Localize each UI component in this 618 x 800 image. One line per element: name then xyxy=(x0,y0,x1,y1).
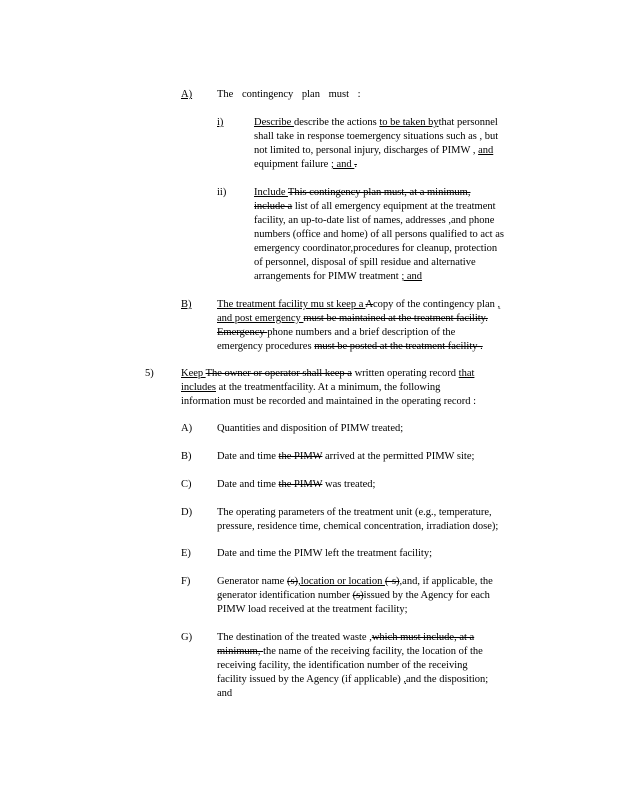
text: information must be recorded and maintained in the operating record : xyxy=(181,396,477,407)
text: Date and time xyxy=(217,479,279,490)
inserted-text: and post emergency xyxy=(217,313,304,324)
inserted-text: that xyxy=(458,368,475,379)
text: Quantities and disposition of PIMW treated; xyxy=(217,423,404,434)
inserted-text: includes xyxy=(181,382,216,393)
item-5g-label: G) xyxy=(181,632,193,643)
item-5g-line-5 xyxy=(217,687,232,701)
text: that personnel xyxy=(438,117,498,128)
text: of personnel, disposal of spill residue and alternative xyxy=(254,257,476,268)
text: describe the actions xyxy=(293,117,380,128)
deleted-text: (s) xyxy=(352,590,364,601)
deleted-text: A xyxy=(365,299,373,310)
inserted-text: Keep xyxy=(181,368,206,379)
item-5d-label: D) xyxy=(181,507,193,518)
text: not limited to, personal injury, discharges of PIMW , xyxy=(254,145,479,156)
section-b-line-2 xyxy=(217,312,488,326)
item-5g-line-2 xyxy=(217,645,483,659)
section-b-line-3 xyxy=(217,326,455,340)
text: Date and time xyxy=(217,451,279,462)
item-5a-label: A) xyxy=(181,423,193,434)
text: the name of the receiving facility, the location of the xyxy=(263,646,483,657)
inserted-text: Describe xyxy=(254,117,294,128)
deleted-text: must be maintained at the treatment facility. xyxy=(303,313,488,324)
item-a-ii-line-2 xyxy=(254,200,496,214)
item-a-i-line-2 xyxy=(254,130,498,144)
deleted-text: (s) xyxy=(286,576,299,587)
deleted-text: . xyxy=(354,159,357,170)
section-a-label: A) xyxy=(181,89,193,100)
text: pressure, residence time, chemical concentration, irradiation dose); xyxy=(217,521,499,532)
section-a-intro: The contingency plan must : xyxy=(217,89,361,100)
deleted-text: minimum, xyxy=(217,646,264,657)
inserted-text: ; and xyxy=(401,271,423,282)
deleted-text: Emergency xyxy=(217,327,268,338)
section-5-label: 5) xyxy=(145,368,154,379)
section-b-label: B) xyxy=(181,299,192,310)
item-5g-line-4 xyxy=(217,673,488,687)
text: emergency coordinator,procedures for cleanup, protection xyxy=(254,243,498,254)
item-5f-label: F) xyxy=(181,576,191,587)
text: numbers (office and home) of all persons qualified to act as xyxy=(254,229,504,240)
item-5c-label: C) xyxy=(181,479,192,490)
deleted-text: The owner or operator shall keep a xyxy=(205,368,352,379)
item-a-i-line-1 xyxy=(254,116,498,130)
inserted-text: ,location or location xyxy=(298,576,385,587)
item-5f-line-2 xyxy=(217,589,490,603)
text: list of all emergency equipment at the treatment xyxy=(292,201,496,212)
deleted-text: must be posted at the treatment facility . xyxy=(314,341,483,352)
text: was treated; xyxy=(322,479,376,490)
text: issued by the Agency for each xyxy=(363,590,490,601)
item-5g-line-3 xyxy=(217,659,468,673)
inserted-text: to be taken by xyxy=(379,117,439,128)
text: emergency procedures xyxy=(217,341,315,352)
item-a-ii-line-6 xyxy=(254,256,476,270)
text: facility, an up-to-date list of names, addresses ,and phone xyxy=(254,215,495,226)
inserted-text: and xyxy=(478,145,494,156)
inserted-text: The treatment facility mu st keep a xyxy=(217,299,366,310)
text: written operating record xyxy=(351,368,459,379)
item-5d-line-1 xyxy=(217,506,492,520)
inserted-text: ; and xyxy=(330,159,355,170)
text: arrangements for PIMW treatment xyxy=(254,271,402,282)
text: Date and time the PIMW left the treatment facility; xyxy=(217,548,432,559)
inserted-text: Include xyxy=(254,187,288,198)
item-5d-line-2 xyxy=(217,520,498,534)
text: copy of the contingency plan xyxy=(373,299,498,310)
item-a-ii-line-4 xyxy=(254,228,504,242)
deleted-text: (-s) xyxy=(384,576,400,587)
item-5e-label: E) xyxy=(181,548,191,559)
item-5f-line-1 xyxy=(217,575,493,589)
text: The operating parameters of the treatment unit (e.g., temperature, xyxy=(217,507,492,518)
section-b-line-1 xyxy=(217,298,500,312)
item-a-i-label: i) xyxy=(217,117,224,128)
text: generator identification number xyxy=(217,590,353,601)
text: and xyxy=(217,688,233,699)
text: facility issued by the Agency (if applicable) xyxy=(217,674,404,685)
text: shall take in response toemergency situations such as , but xyxy=(254,131,499,142)
text: PIMW load received at the treatment facility; xyxy=(217,604,408,615)
deleted-text: the PIMW xyxy=(278,451,323,462)
text: The destination of the treated waste , xyxy=(217,632,372,643)
text: arrived at the permitted PIMW site; xyxy=(322,451,475,462)
inserted-text: , xyxy=(403,674,406,685)
section-5-line-1 xyxy=(181,367,474,381)
item-5b-line-1 xyxy=(217,450,474,464)
text: Generator name xyxy=(217,576,287,587)
text: phone numbers and a brief description of the xyxy=(267,327,456,338)
deleted-text: which must include, at a xyxy=(371,632,475,643)
section-b-line-4 xyxy=(217,340,483,354)
item-5a-line-1 xyxy=(217,422,403,436)
item-a-ii-label: ii) xyxy=(217,187,227,198)
text: equipment failure xyxy=(254,159,331,170)
deleted-text: This contingency plan must, at a minimum, xyxy=(287,187,471,198)
item-5b-label: B) xyxy=(181,451,192,462)
item-a-i-line-4 xyxy=(254,158,357,172)
text: ,and, if applicable, the xyxy=(399,576,493,587)
deleted-text: include a xyxy=(254,201,293,212)
text: at the treatmentfacility. At a minimum, the following xyxy=(216,382,441,393)
text: receiving facility, the identification number of the receiving xyxy=(217,660,468,671)
item-5f-line-3 xyxy=(217,603,407,617)
item-a-i-line-3 xyxy=(254,144,493,158)
text: and the disposition; xyxy=(405,674,489,685)
item-a-ii-line-3 xyxy=(254,214,494,228)
item-5c-line-1 xyxy=(217,478,375,492)
inserted-text: , xyxy=(497,299,501,310)
item-a-ii-line-1 xyxy=(254,186,470,200)
section-5-line-2 xyxy=(181,381,440,395)
section-5-line-3 xyxy=(181,395,476,409)
item-a-ii-line-7 xyxy=(254,270,422,284)
item-a-ii-line-5 xyxy=(254,242,497,256)
item-5g-line-1 xyxy=(217,631,474,645)
deleted-text: the PIMW xyxy=(278,479,323,490)
item-5e-line-1 xyxy=(217,547,432,561)
